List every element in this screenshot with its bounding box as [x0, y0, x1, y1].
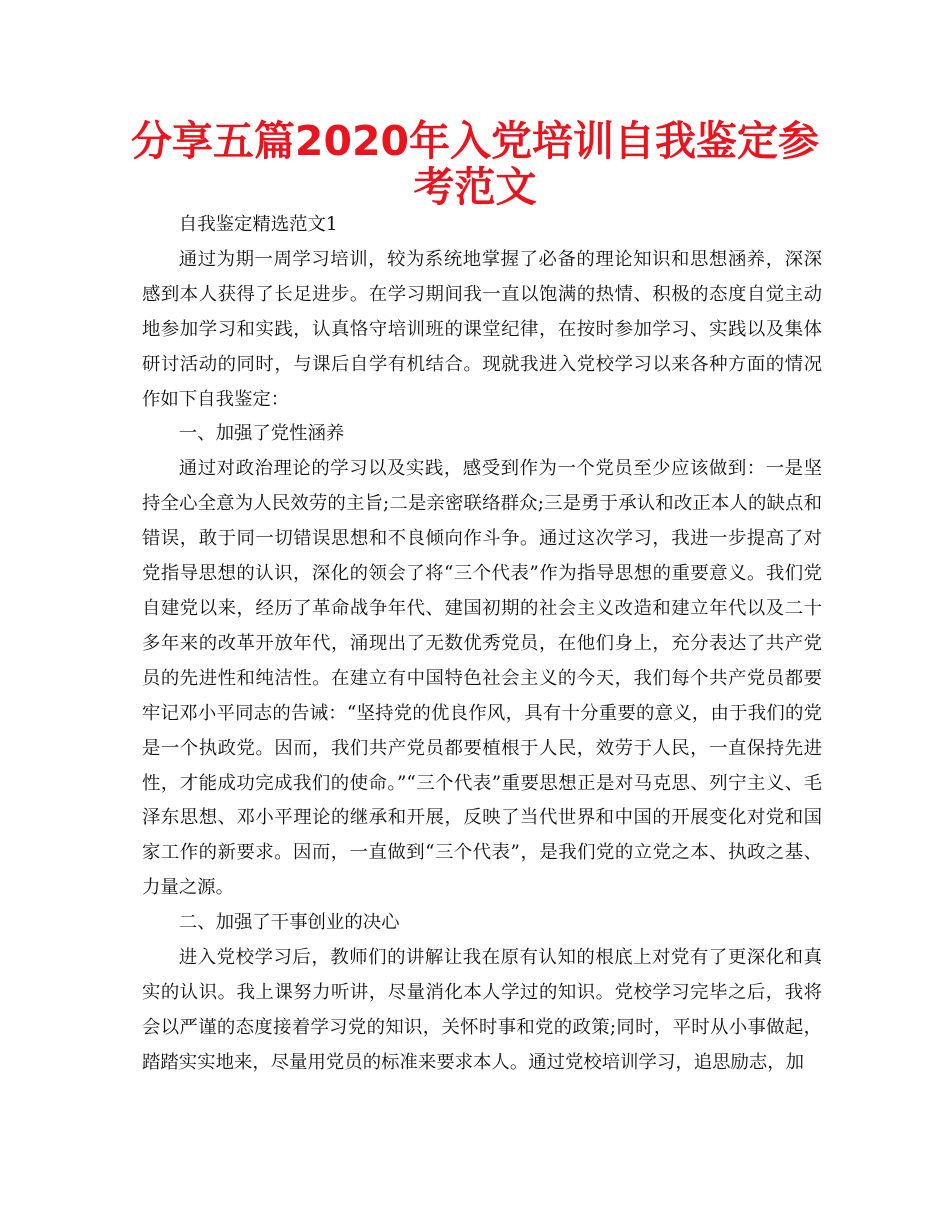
document-title: 分享五篇2020年入党培训自我鉴定参考范文: [130, 117, 820, 211]
section-heading: 二、加强了干事创业的决心: [178, 912, 400, 934]
body-paragraph: 进入党校学习后，教师们的讲解让我在原有认知的根底上对党有了更深化和真实的认识。我上课努力听讲，尽量消化本人学过的知识。党校学习完毕之后，我将会以严谨的态度接着学习党的知识，关怀时事和党的政策;同时，平时从小事做起，踏踏实实地来，尽量用党员的标准来要求本人。通过党校培训学习，追思励志，加: [142, 947, 822, 1073]
body-paragraph: 通过为期一周学习培训，较为系统地掌握了必备的理论知识和思想涵养，深深感到本人获得了长足进步。在学习期间我一直以饱满的热情、积极的态度自觉主动地参加学习和实践，认真恪守培训班的课堂纪律，在按时参加学习、实践以及集体研讨活动的同时，与课后自学有机结合。现就我进入党校学习以来各种方面的情况作如下自我鉴定：: [142, 248, 822, 410]
document-body: [142, 208, 822, 1081]
section-heading: 自我鉴定精选范文1: [178, 214, 338, 235]
body-paragraph: 通过对政治理论的学习以及实践，感受到作为一个党员至少应该做到：一是坚持全心全意为人民效劳的主旨;二是亲密联络群众;三是勇于承认和改正本人的缺点和错误，敢于同一切错误思想和不良倾向作斗争。通过这次学习，我进一步提高了对党指导思想的认识，深化的领会了将“三个代表”作为指导思想的重要意义。我们党自建党以来，经历了革命战争年代、建国初期的社会主义改造和建立年代以及二十多年来的改革开放年代，涌现出了无数优秀党员，在他们身上，充分表达了共产党员的先进性和纯洁性。在建立有中国特色社会主义的今天，我们每个共产党员都要牢记邓小平同志的告诫：“坚持党的优良作风，具有十分重要的意义，由于我们的党是一个执政党。因而，我们共产党员都要植根于人民，效劳于人民，一直保持先进性，才能成功完成我们的使命。”“三个代表”重要思想正是对马克思、列宁主义、毛泽东思想、邓小平理论的继承和开展，反映了当代世界和中国的开展变化对党和国家工作的新要求。因而，一直做到“三个代表”，是我们党的立党之本、执政之基、力量之源。: [142, 458, 822, 899]
section-heading: 一、加强了党性涵养: [178, 423, 345, 445]
